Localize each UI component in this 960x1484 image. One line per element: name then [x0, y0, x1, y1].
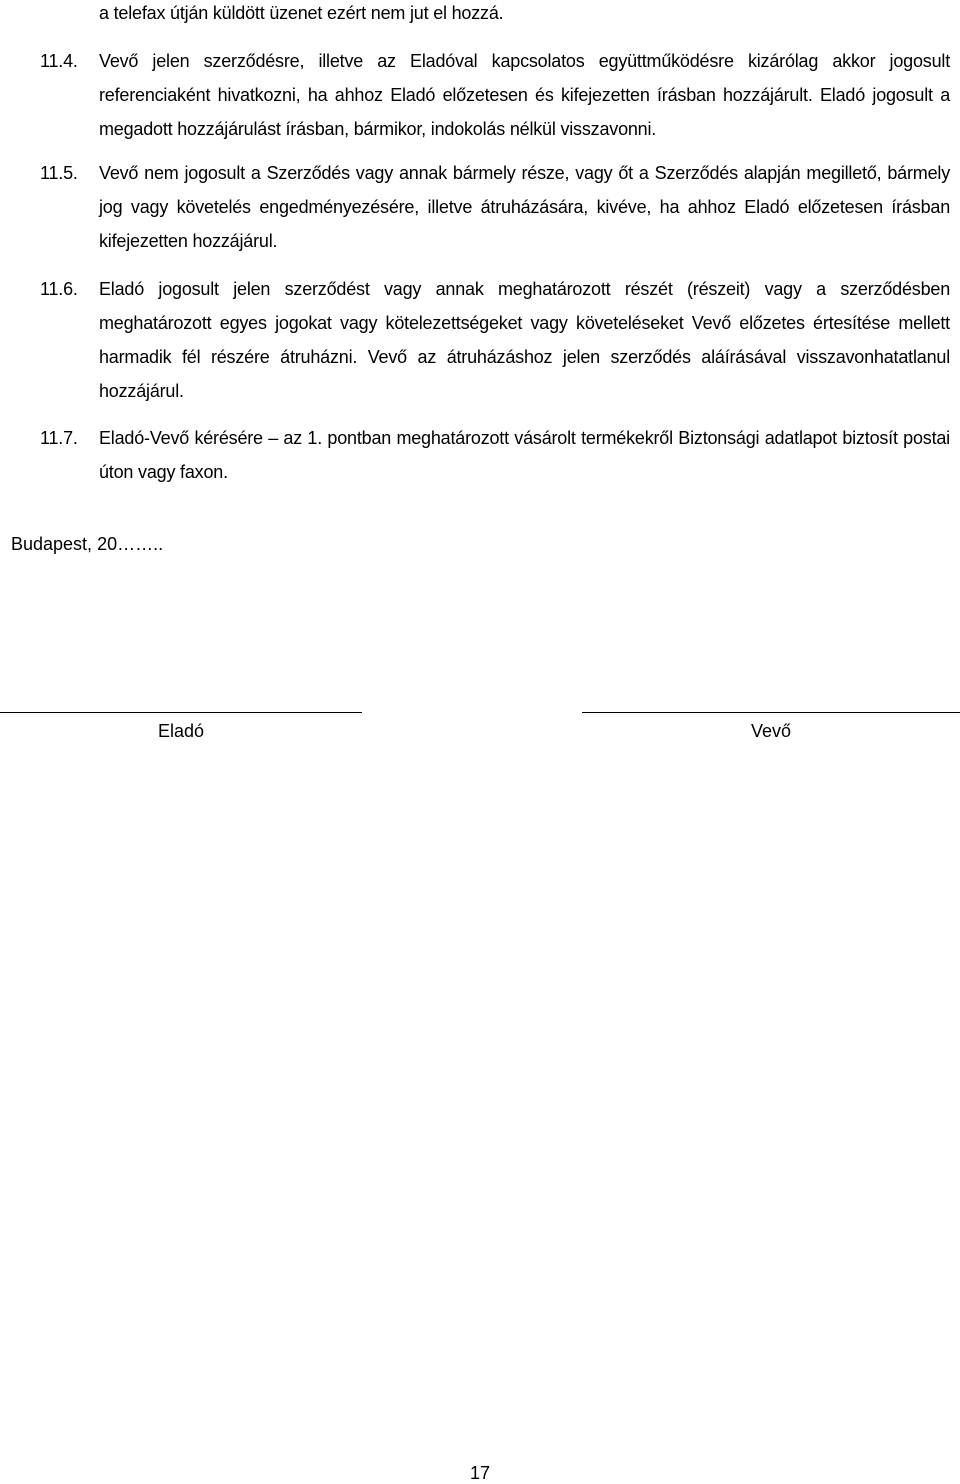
- clause-text: Vevő jelen szerződésre, illetve az Eladóval kapcsolatos együttműködésre kizárólag akkor jogosult referenciaként hivatkozni, ha ahhoz Eladó előzetesen és kifejezetten írásban hozzájárult. Eladó jogosult a megadott hozzájárulást írásban, bármikor, indokolás nélkül visszavonni.: [99, 51, 950, 139]
- clause-11-5: [40, 156, 950, 258]
- clause-text: Eladó jogosult jelen szerződést vagy annak meghatározott részét (részeit) vagy a szerződésben meghatározott egyes jogokat vagy kötelezettségeket vagy követeléseket Vevő előzetes értesítése mellett harmadik fél részére átruházni. Vevő az átruházáshoz jelen szerződés aláírásával visszavonhatatlanul hozzájárul.: [99, 279, 950, 401]
- clause-11-7: [40, 421, 950, 489]
- place-date: Budapest, 20……..: [11, 534, 164, 554]
- clause-number: 11.4.: [40, 51, 78, 71]
- continuation-text: a telefax útján küldött üzenet ezért nem jut el hozzá.: [99, 3, 504, 23]
- buyer-signature-line: [582, 712, 960, 713]
- clause-text: Eladó-Vevő kérésére – az 1. pontban meghatározott vásárolt termékekről Biztonsági adatlapot biztosít postai úton vagy faxon.: [99, 428, 950, 482]
- clause-11-6: [40, 272, 950, 408]
- clause-text: Vevő nem jogosult a Szerződés vagy annak bármely része, vagy őt a Szerződés alapján megillető, bármely jog vagy követelés engedményezésére, illetve átruházására, kivéve, ha ahhoz Eladó előzetesen írásban kifejezetten hozzájárul.: [99, 163, 950, 251]
- clause-number: 11.7.: [40, 428, 78, 448]
- seller-signature-line: [0, 712, 362, 713]
- buyer-signature-label: Vevő: [750, 721, 792, 741]
- page-number: 17: [469, 1463, 491, 1483]
- clause-number: 11.5.: [40, 163, 78, 183]
- clause-11-4: [40, 44, 950, 146]
- clause-number: 11.6.: [40, 279, 78, 299]
- seller-signature-label: Eladó: [157, 721, 205, 741]
